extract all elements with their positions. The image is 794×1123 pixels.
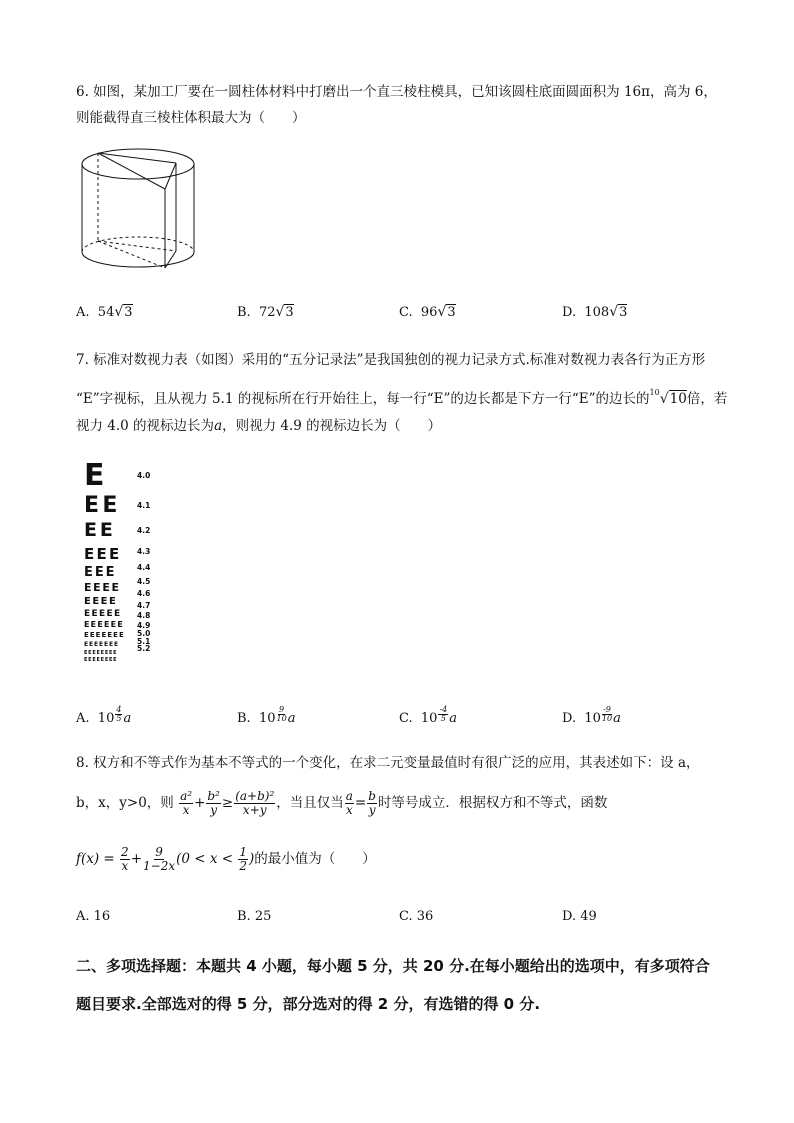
sqrt-icon: √ bbox=[114, 304, 124, 320]
eye-chart-glyphs: EEEE bbox=[84, 596, 118, 607]
eye-chart-glyphs: EEEE bbox=[84, 581, 121, 594]
q7-option-a[interactable]: A. 10 $\frac{4}{5}$ a bbox=[76, 705, 132, 726]
section-2-heading-line1: 二、多项选择题：本题共 4 小题，每小题 5 分，共 20 分.在每小题给出的选项中，有多项符合 bbox=[76, 957, 710, 975]
eye-chart-glyphs: EEEEEEE bbox=[84, 631, 125, 639]
q8-line3: f(x) = $\frac{2}{x}$ + $\frac{9}{1-2x}$ (0 < x < $\frac{1}{2}$ )的最小值为（ ） bbox=[76, 845, 376, 873]
q7-option-d[interactable]: D. 10 $\frac{-9}{10}$ a bbox=[562, 705, 621, 726]
section-2-heading-line2: 题目要求.全部选对的得 5 分，部分选对的得 2 分，有选错的得 0 分. bbox=[76, 995, 541, 1013]
eye-chart-glyphs: EEE bbox=[84, 565, 117, 580]
q8-option-c[interactable]: C. 36 bbox=[399, 909, 434, 924]
eye-chart-label: 4.5 bbox=[137, 576, 151, 586]
eye-chart-label: 4.0 bbox=[137, 471, 151, 480]
eye-chart-row bbox=[84, 521, 116, 540]
q6-option-d[interactable]: D. 108√3 bbox=[562, 304, 628, 320]
nth-root-icon: √ bbox=[659, 391, 669, 407]
q8-line2: b，x，y>0，则 $\frac{\text{a²}}{x}$ + $\frac{\text{b²}}{y}$ ≥ $\frac{\text{(a+b)²}}{x+y}$ ，当且仅当 $\frac{a}{x}$ = $\frac{b}{y}$ 时等号成立．根据权方和不等式，函数 bbox=[76, 789, 608, 817]
eye-chart-row bbox=[84, 495, 121, 517]
eye-chart-glyphs: E bbox=[84, 458, 109, 493]
eye-chart-label: 5.0 bbox=[137, 629, 151, 638]
q8-option-b[interactable]: B. 25 bbox=[237, 909, 272, 924]
eye-chart-row bbox=[84, 646, 117, 665]
eye-chart-glyphs: EEEEEE bbox=[84, 620, 124, 629]
eye-chart-glyphs: EE bbox=[84, 493, 121, 518]
eye-chart-glyphs: EEEEEEE bbox=[84, 641, 119, 648]
q6-option-a[interactable]: A. 54√3 bbox=[76, 304, 133, 320]
q6-line1: 6. 如图，某加工厂要在一圆柱体材料中打磨出一个直三棱柱模具，已知该圆柱底面圆面积为 16π，高为 6， bbox=[76, 84, 717, 100]
eye-chart-label: 4.9 bbox=[137, 620, 151, 630]
eye-chart-label: 4.1 bbox=[137, 501, 151, 510]
eye-chart-glyphs: EEEEEEEE bbox=[84, 650, 118, 656]
eye-chart-glyphs: EEE bbox=[84, 545, 122, 563]
q8-line1: 8. 权方和不等式作为基本不等式的一个变化，在求二元变量最值时有很广泛的应用，其表述如下：设 a， bbox=[76, 755, 700, 771]
q6-option-c[interactable]: C. 96√3 bbox=[399, 304, 456, 320]
eye-chart-label: 4.8 bbox=[137, 611, 151, 620]
cylinder-prism-figure bbox=[80, 148, 200, 274]
q7-line2: “E”字视标，且从视力 5.1 的视标所在行开始往上，每一行“E”的边长都是下方一行“E”的边长的$^{10}$√10倍，若 bbox=[76, 388, 728, 407]
eye-chart-label: 4.7 bbox=[137, 600, 151, 610]
eye-chart-label: 5.1 bbox=[137, 636, 151, 646]
sqrt-icon: √ bbox=[437, 304, 447, 320]
eye-chart-row bbox=[84, 458, 109, 493]
q8-option-a[interactable]: A. 16 bbox=[76, 909, 111, 924]
q6-option-b[interactable]: B. 72√3 bbox=[237, 304, 294, 320]
sqrt-icon: √ bbox=[275, 304, 285, 320]
eye-chart-label: 4.2 bbox=[137, 525, 151, 535]
q7-line3: 视力 4.0 的视标边长为a，则视力 4.9 的视标边长为（ ） bbox=[76, 418, 442, 434]
q6-line2: 则能截得直三棱柱体积最大为（ ） bbox=[76, 110, 306, 126]
eye-chart-label: 5.2 bbox=[137, 643, 151, 653]
eye-chart-glyphs: EEEEEEEE bbox=[84, 657, 118, 663]
eye-chart-label: 4.6 bbox=[137, 589, 151, 598]
q7-line1: 7. 标准对数视力表（如图）采用的“五分记录法”是我国独创的视力记录方式.标准对数视力表各行为正方形 bbox=[76, 352, 706, 368]
eye-chart-label: 4.4 bbox=[137, 562, 151, 572]
sqrt-icon: √ bbox=[609, 304, 619, 320]
eye-chart-glyphs: EEEEE bbox=[84, 609, 122, 619]
eye-chart-label: 4.3 bbox=[137, 546, 151, 556]
q7-option-c[interactable]: C. 10 $\frac{-4}{5}$ a bbox=[399, 705, 457, 726]
eye-chart-glyphs: EE bbox=[84, 519, 116, 541]
q8-option-d[interactable]: D. 49 bbox=[562, 909, 597, 924]
q7-option-b[interactable]: B. 10 $\frac{9}{10}$ a bbox=[237, 705, 296, 726]
